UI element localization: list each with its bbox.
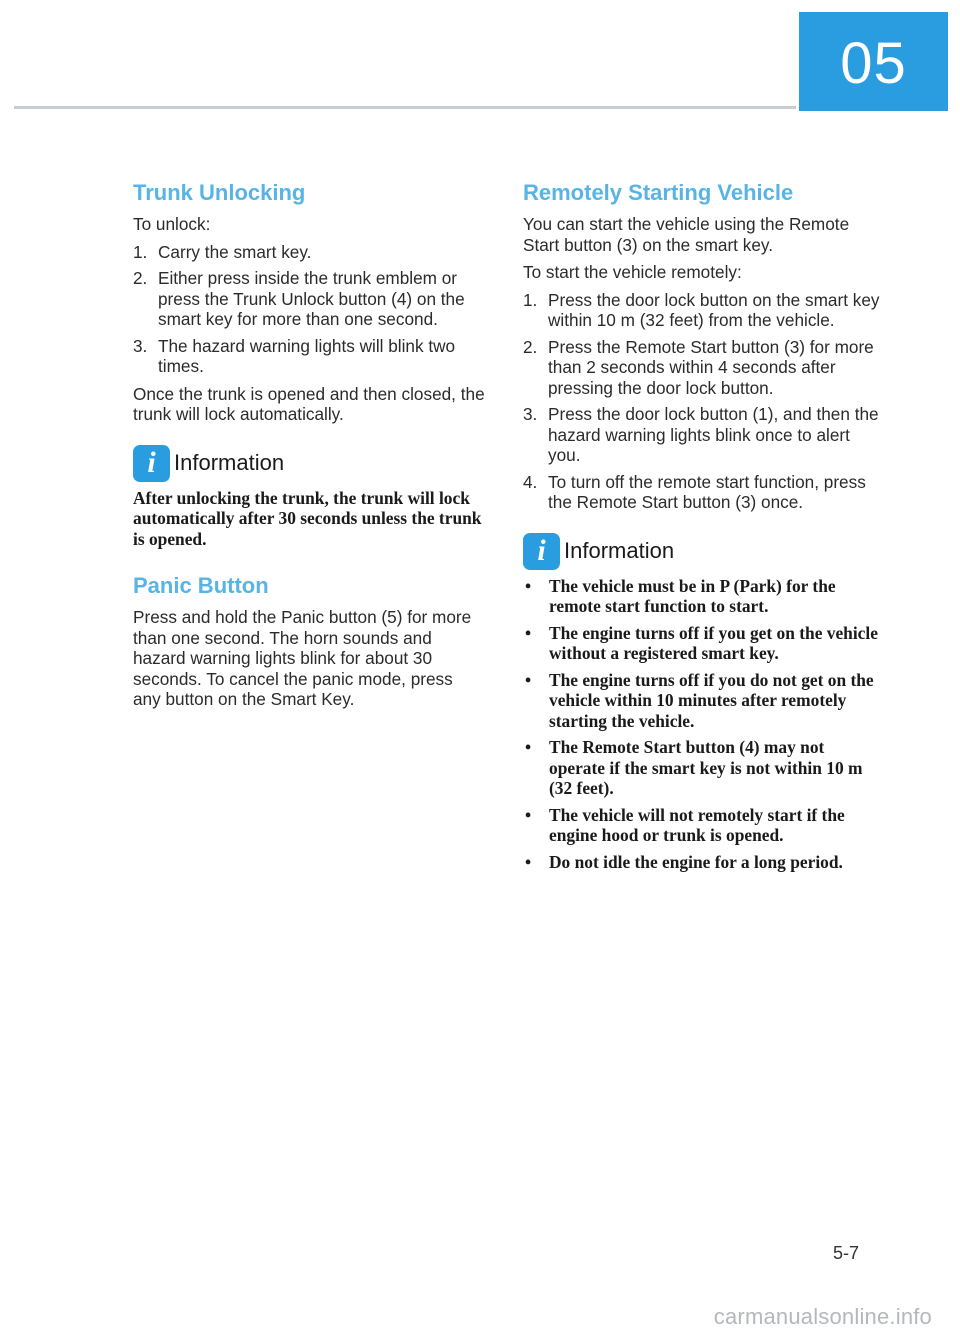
bullet: • <box>525 622 532 643</box>
list-item <box>523 337 883 399</box>
panic-text: Press and hold the Panic button (5) for more than one second. The horn sounds and hazard warning lights blink for about 30 seconds. To cancel the panic mode, press any button on the Smart Key. <box>133 607 472 709</box>
info-text: After unlocking the trunk, the trunk will lock automatically after 30 seconds unless the trunk is opened. <box>133 487 482 549</box>
info-item-text: The vehicle will not remotely start if the engine hood or trunk is opened. <box>549 804 845 845</box>
trunk-note: Once the trunk is opened and then closed, the trunk will lock automatically. <box>133 383 485 424</box>
list-item <box>133 242 485 263</box>
info-item-text: The engine turns off if you do not get on the vehicle within 10 minutes after remotely starting the vehicle. <box>549 669 874 731</box>
remote-steps <box>523 290 883 513</box>
list-item <box>523 852 883 873</box>
info-title: Information <box>564 538 675 563</box>
bullet: • <box>525 669 532 690</box>
step-number: 3. <box>523 404 538 424</box>
list-item <box>133 268 485 330</box>
step-number: 4. <box>523 471 538 492</box>
step-text: Carry the smart key. <box>158 241 312 262</box>
list-item <box>133 336 485 377</box>
trunk-steps <box>133 242 485 377</box>
left-column <box>133 178 485 717</box>
info-item-text: The vehicle must be in P (Park) for the remote start function to start. <box>549 575 836 616</box>
info-header <box>133 445 485 482</box>
watermark: carmanualsonline.info <box>713 1304 932 1329</box>
info-icon: i <box>133 445 170 482</box>
info-item-text: The engine turns off if you get on the vehicle without a registered smart key. <box>549 622 878 663</box>
step-text: Either press inside the trunk emblem or press the Trunk Unlock button (4) on the smart key for more than one second. <box>158 268 465 329</box>
step-number: 2. <box>523 336 538 357</box>
info-header <box>523 533 883 570</box>
right-column <box>523 178 883 878</box>
step-text: Press the door lock button on the smart key within 10 m (32 feet) from the vehicle. <box>548 289 880 330</box>
bullet: • <box>525 804 532 825</box>
step-text: To turn off the remote start function, press the Remote Start button (3) once. <box>548 471 866 512</box>
list-item <box>523 623 883 664</box>
step-number: 1. <box>523 289 538 310</box>
chapter-tab: 05 <box>799 12 948 111</box>
bullet: • <box>525 851 532 872</box>
header-rule <box>14 106 796 109</box>
page-number: 5-7 <box>832 1243 859 1263</box>
trunk-intro: To unlock: <box>133 214 211 234</box>
list-item <box>523 472 883 513</box>
list-item <box>523 576 883 617</box>
remote-start-heading: Remotely Starting Vehicle <box>523 180 794 205</box>
step-text: Press the door lock button (1), and then the hazard warning lights blink once to alert you. <box>548 404 879 465</box>
info-title: Information <box>174 450 285 475</box>
list-item <box>523 805 883 846</box>
step-text: Press the Remote Start button (3) for more than 2 seconds within 4 seconds after pressing the door lock button. <box>548 336 874 398</box>
panic-button-heading: Panic Button <box>133 573 269 598</box>
bullet: • <box>525 737 532 757</box>
info-item-text: The Remote Start button (4) may not operate if the smart key is not within 10 m (32 feet). <box>549 737 863 798</box>
bullet: • <box>525 575 532 596</box>
step-number: 3. <box>133 335 148 356</box>
step-number: 2. <box>133 268 148 288</box>
remote-sub: To start the vehicle remotely: <box>523 262 742 282</box>
info-list <box>523 576 883 873</box>
step-number: 1. <box>133 241 148 262</box>
list-item <box>523 737 883 799</box>
remote-intro: You can start the vehicle using the Remote Start button (3) on the smart key. <box>523 214 850 255</box>
info-icon: i <box>523 533 560 570</box>
step-text: The hazard warning lights will blink two times. <box>158 335 456 376</box>
trunk-unlocking-heading: Trunk Unlocking <box>133 180 306 205</box>
list-item <box>523 290 883 331</box>
info-item-text: Do not idle the engine for a long period. <box>549 851 843 872</box>
list-item <box>523 404 883 466</box>
list-item <box>523 670 883 732</box>
